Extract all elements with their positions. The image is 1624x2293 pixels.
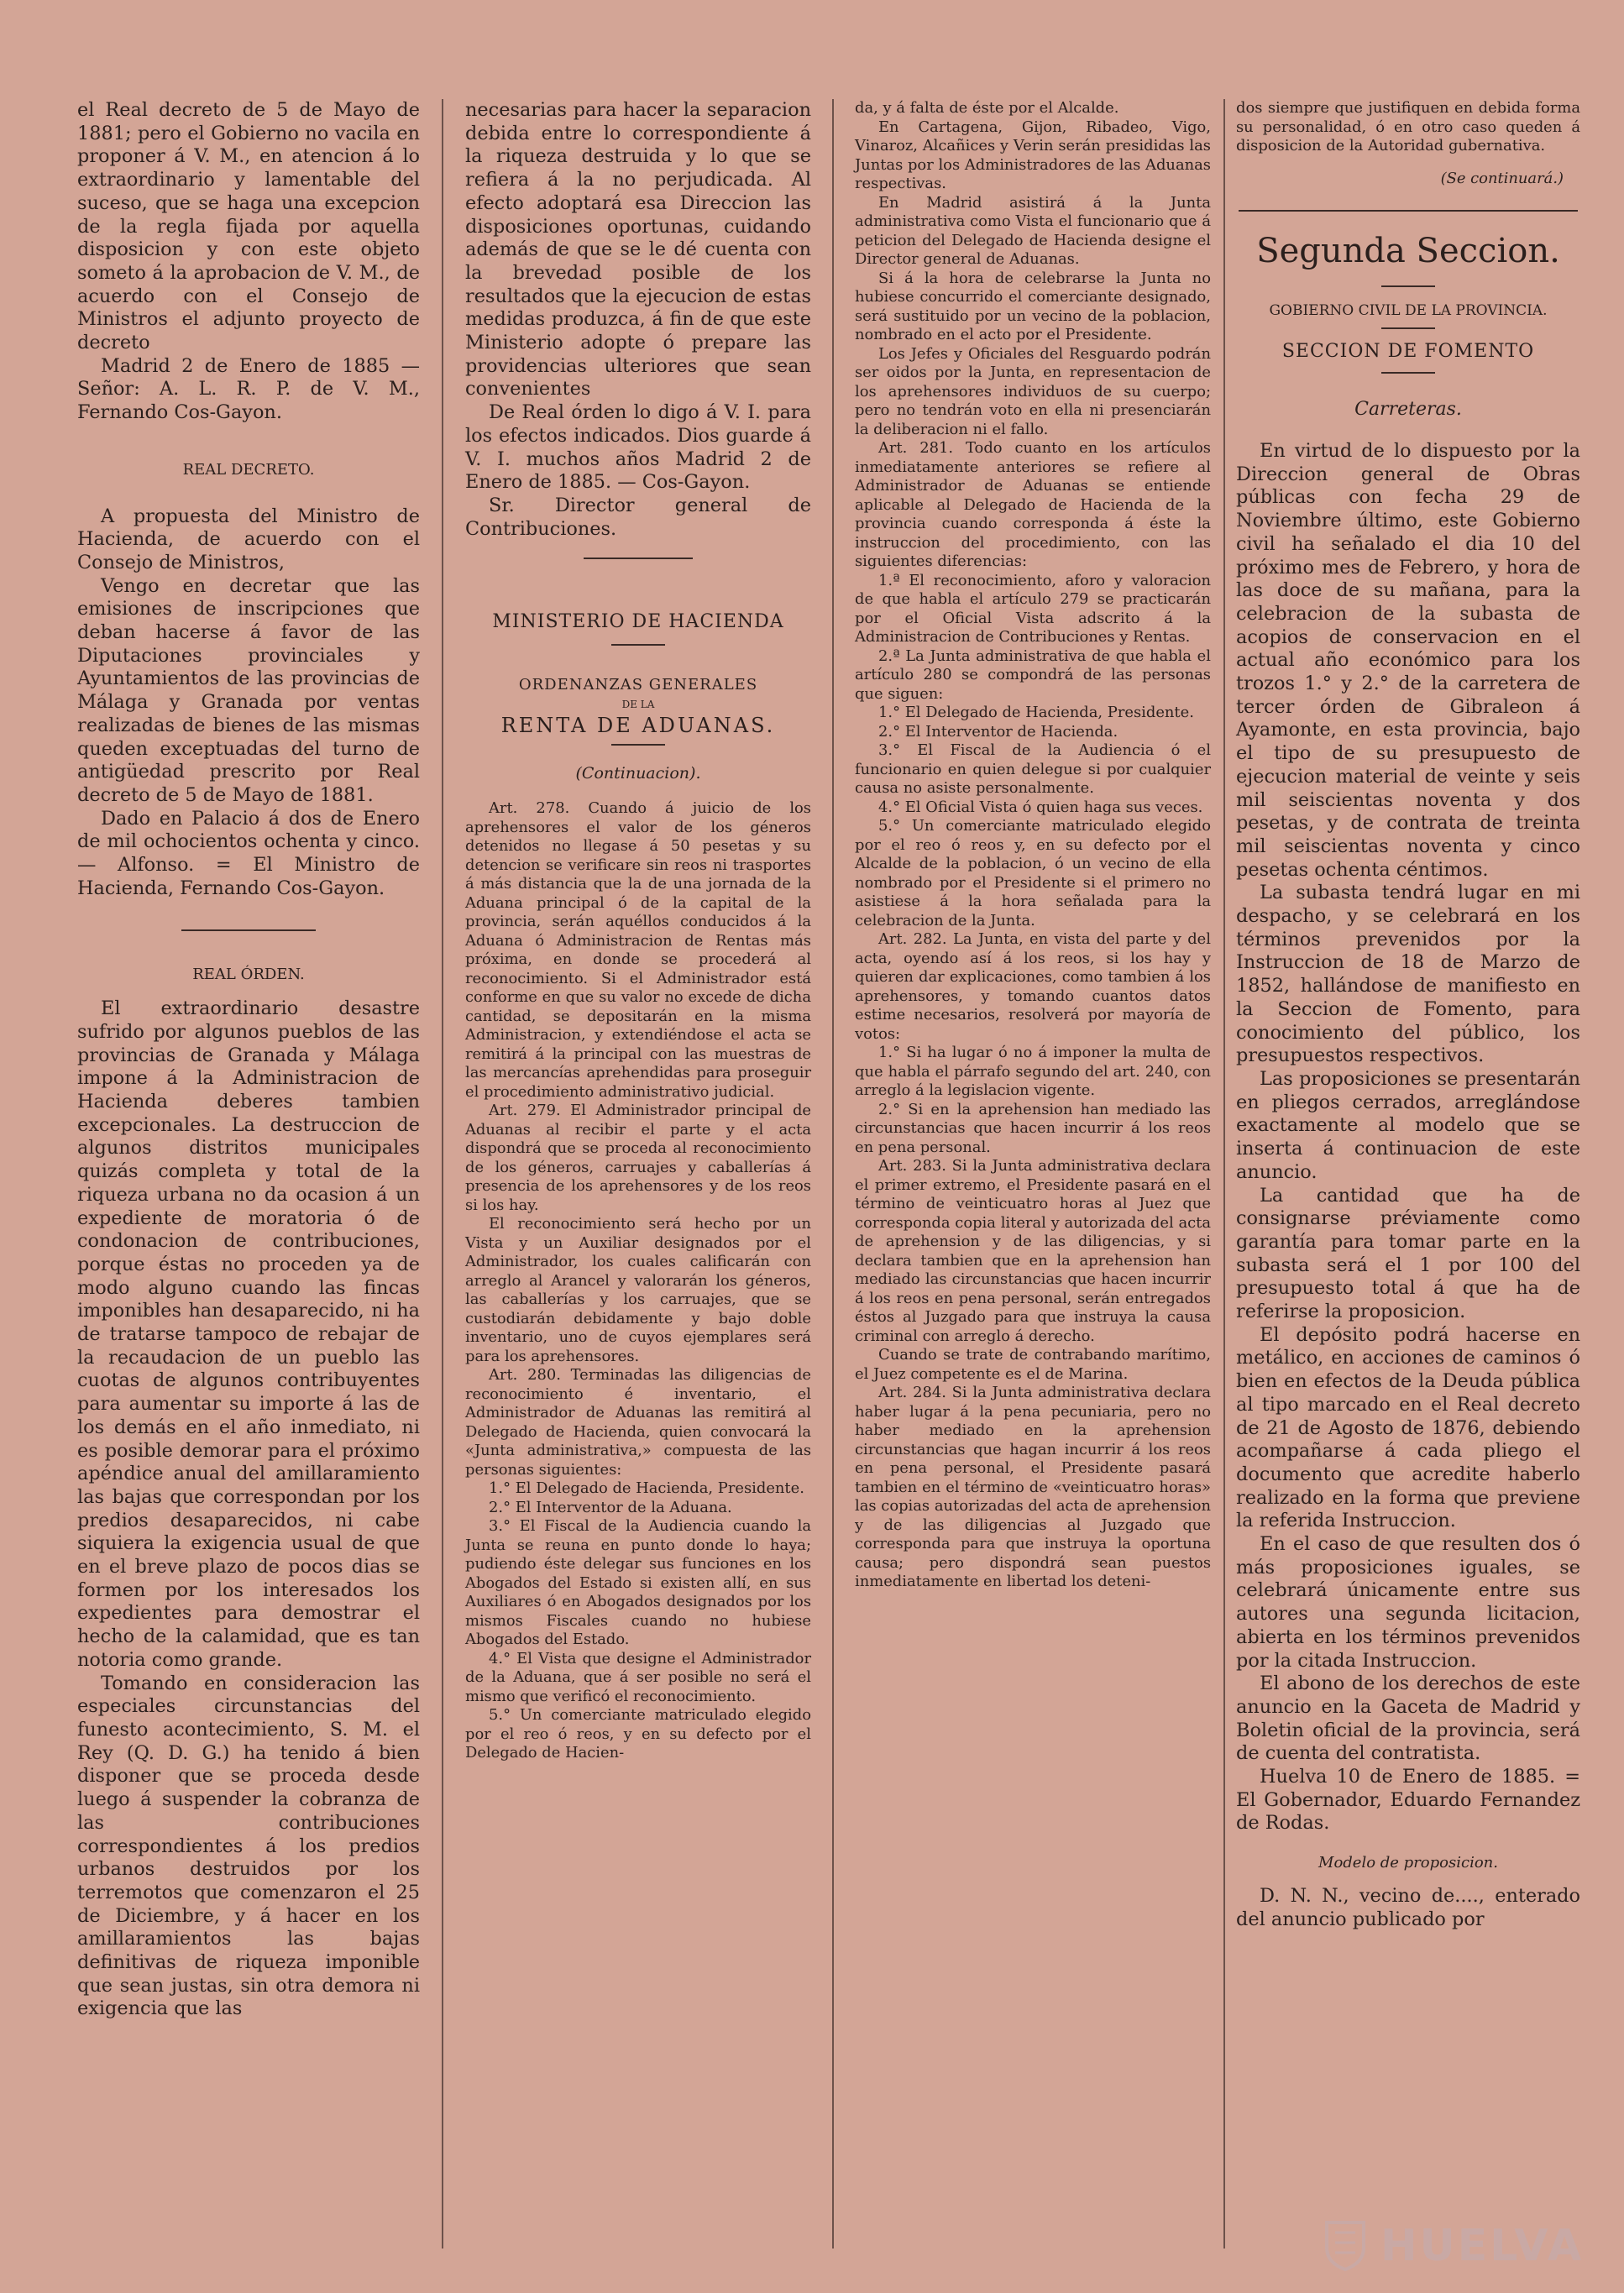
article-281: Art. 281. Todo cuanto en los artículos inmediatamente anteriores se refiere al Administrador de Aduanas se entiende aplicable al Delegado de Hacienda de la provincia cuando corresponda á éste la instruccion del procedimiento, con las siguientes diferencias:: [855, 439, 1211, 570]
article-282-1: 1.° Si ha lugar ó no á imponer la multa de que habla el párrafo segundo del art. 240, con arreglo á la legislacion vigente.: [855, 1044, 1211, 1099]
paragraph-jefes: Los Jefes y Oficiales del Resguardo podrán ser oidos por la Junta, en representacion de los aprehensores individuos de su cuerpo; pero no tendrán voto en ella ni presenciarán la deliberacion ni el fallo.: [855, 344, 1211, 438]
column-rule-3: [1223, 99, 1225, 2249]
fomento-paragraph-8: Huelva 10 de Enero de 1885. = El Gobernador, Eduardo Fernandez de Rodas.: [1236, 1766, 1580, 1835]
column-4: [1236, 99, 1580, 1932]
fomento-paragraph-4: La cantidad que ha de consignarse préviamente como garantía para tomar parte en la subasta será el 1 por 100 del presupuesto total á que ha de referirse la proposicion.: [1236, 1184, 1580, 1323]
column-2: [465, 99, 811, 1763]
paragraph-maritimo: Cuando se trate de contrabando marítimo, el Juez competente es el de Marina.: [855, 1346, 1211, 1383]
crest-icon: [1322, 2216, 1369, 2271]
fomento-paragraph-6: En el caso de que resulten dos ó más proposiciones iguales, se celebrará únicamente entre sus autores una segunda licitacion, abierta en los términos prevenidos por la citada Instruccion.: [1236, 1533, 1580, 1672]
column-1: [77, 99, 420, 2021]
article-281-1: 1.ª El reconocimiento, aforo y valoracion de que habla el artículo 279 se practicarán por el Oficial Vista adscrito á la Administracion de Contribuciones y Rentas.: [855, 571, 1211, 646]
article-281-item: 4.° El Oficial Vista ó quien haga sus veces.: [878, 798, 1203, 816]
se-continuara: (Se continuará.): [1440, 169, 1564, 187]
article-282: Art. 282. La Junta, en vista del parte y del acta, oyendo así á los reos, si los hay y quieren dar explicaciones, como tambien á los aprehensores, y tomando cuantos datos estime necesarios, resolverá por mayoría de votos:: [855, 930, 1211, 1043]
fomento-paragraph-9: D. N. N., vecino de...., enterado del anuncio publicado por: [1236, 1885, 1580, 1930]
fomento-paragraph-2: La subasta tendrá lugar en mi despacho, y se celebrará en los términos prevenidos por la Instruccion de 18 de Marzo de 1852, hallándose de manifiesto en la Seccion de Fomento, para conocimiento del público, los presupuestos respectivos.: [1236, 882, 1580, 1067]
paragraph-madrid: En Madrid asistirá á la Junta administrativa como Vista el funcionario que á peticion del Delegado de Hacienda designe el Director general de Aduanas.: [855, 193, 1211, 268]
fomento-paragraph-3: Las proposiciones se presentarán en pliegos cerrados, arreglándose exactamente al modelo que se inserta á continuacion de este anuncio.: [1236, 1067, 1580, 1183]
column-3: [855, 99, 1211, 1592]
paragraph-hora: Si á la hora de celebrarse la Junta no hubiese concurrido el comerciante designado, será sustituido por un vecino de la poblacion, nombrado en el acto por el Presidente.: [855, 269, 1211, 343]
article-283: Art. 283. Si la Junta administrativa declara el primer extremo, el Presidente pasará en el término de veinticuatro horas al Juez que corresponda copia literal y autorizada del acta de aprehension y de las diligencias, y si declara tambien que en la aprehension han mediado las circunstancias que hacen incurrir á los reos en pena personal, serán entregados éstos al Juzgado para que instruya la causa criminal con arreglo á derecho.: [855, 1157, 1211, 1345]
date-line: Madrid 2 de Enero de 1885 — Señor: A. L. R. P. de V. M., Fernando Cos-Gayon.: [77, 354, 420, 424]
article-280-item: 1.° El Delegado de Hacienda, Presidente.: [489, 1479, 804, 1498]
article-281-item: 1.° El Delegado de Hacienda, Presidente.: [878, 704, 1194, 721]
fomento-paragraph-7: El abono de los derechos de este anuncio en la Gaceta de Madrid y Boletin oficial de la provincia, será de cuenta del contratista.: [1236, 1673, 1580, 1765]
article-280-item: 3.° El Fiscal de la Audiencia cuando la Junta se reuna en punto donde lo haya; pudiendo éste delegar sus funciones en los Abogados del Estado si existen allí, en sus Auxiliares ó en Abogados designados por los mismos Fiscales cuando no hubiese Abogados del Estado.: [465, 1517, 811, 1649]
fomento-heading: SECCION DE FOMENTO: [1281, 341, 1535, 362]
article-284: Art. 284. Si la Junta administrativa declara haber lugar á la pena pecuniaria, pero no haber mediado en la aprehension circunstancias que hagan incurrir á los reos en pena personal, el Presidente pasará tambien en el término de «veinticuatro horas» las copias autorizadas del acta de aprehension y de las diligencias al Juzgado que corresponda para que instruya la oportuna causa; pero dispondrá sean puestos inmediatamente en libertad los deteni-: [855, 1384, 1211, 1590]
intro-paragraph: el Real decreto de 5 de Mayo de 1881; pero el Gobierno no vacila en proponer á V. M., en atencion á lo extraordinario y lamentable del suceso, que se haga una excepcion de la regla fijada por aquella disposicion y con este objeto someto á la aprobacion de V. M., de acuerdo con el Consejo de Ministros el adjunto proyecto de decreto: [77, 99, 420, 354]
ordenanzas-line-1: ORDENANZAS GENERALES: [518, 676, 758, 694]
column-rule-2: [832, 99, 834, 2249]
ordenanzas-line-2: DE LA: [621, 699, 655, 711]
article-279-b: El reconocimiento será hecho por un Vista y un Auxiliar designados por el Administrador, los cuales calificarán con arreglo al Arancel y valorarán los géneros, las caballerías y los carruajes, que se custodiarán debidamente y bajo doble inventario, uno de cuyos ejemplares será para los aprehensores.: [465, 1215, 811, 1365]
archive-watermark: [1322, 2216, 1590, 2275]
article-282-2: 2.° Si en la aprehension han mediado las circunstancias que hacen incurrir á los reos en pena personal.: [855, 1100, 1211, 1156]
article-280: Art. 280. Terminadas las diligencias de reconocimiento é inventario, el Administrador de Aduanas las remitirá al Delegado de Hacienda, quien convocará la «Junta administrativa,» compuesta de las personas siguientes:: [465, 1366, 811, 1479]
modelo-heading: Modelo de proposicion.: [1318, 1854, 1498, 1872]
orden-continuation: necesarias para hacer la separacion debida entre lo correspondiente á la riqueza destruida y lo que se refiera á la no perjudicada. Al efecto adoptará esa Direccion las disposiciones oportunas, cuidando además de que se le dé cuenta con la brevedad posible de los resultados que la ejecucion de estas medidas produzca, á fin de que este Ministerio adopte ó prepare las providencias ulteriores que sean convenientes: [465, 99, 811, 400]
article-281-2: 2.ª La Junta administrativa de que habla el artículo 280 se compondrá de las personas que siguen:: [855, 647, 1211, 703]
orden-paragraph-1: El extraordinario desastre sufrido por algunos pueblos de las provincias de Granada y Málaga impone á la Administracion de Hacienda deberes tambien excepcionales. La destruccion de algunos distritos municipales quizás completa y total de la riqueza urbana no da ocasion á un expediente de moratoria ó de condonacion de contribuciones, porque éstas no proceden ya de modo alguno cuando las fincas imponibles han desaparecido, ni ha de tratarse tampoco de rebajar de la recaudacion de un pueblo las cuotas de algunos contribuyentes para aumentar su importe á las de los demás en el año inmediato, ni es posible demorar para el próximo apéndice anual del amillaramiento las bajas que correspondan por los predios desaparecidos, ni cabe siquiera la exigencia usual de que en el breve plazo de pocos dias se formen por los interesados los expedientes para demostrar el hecho de la calamidad, que es tan notoria como grande.: [77, 997, 420, 1671]
fomento-paragraph-1: En virtud de lo dispuesto por la Direccion general de Obras públicas con fecha 29 de Noviembre último, este Gobierno civil ha señalado el dia 10 del próximo mes de Febrero, y hora de las doce de su mañana, para la celebracion de la subasta de acopios de conservacion en el actual año económico para los trozos 1.° y 2.° de la carretera de tercer órden de Gibraleon á Ayamonte, en esta provincia, bajo el tipo de su presupuesto de ejecucion material de veinte y seis mil seiscientas noventa y dos pesetas, y de contrata de treinta mil seiscientas noventa y cinco pesetas ochenta céntimos.: [1236, 440, 1580, 881]
article-281-item: 3.° El Fiscal de la Audiencia ó el funcionario en quien delegue si por cualquier causa no asiste personalmente.: [855, 741, 1211, 797]
segunda-seccion-title: Segunda Seccion.: [1256, 232, 1560, 270]
orden-paragraph-2: Tomando en consideracion las especiales circunstancias del funesto acontecimiento, S. M. el Rey (Q. D. G.) ha tenido á bien disponer que se proceda desde luego á suspender la cobranza de las contribuciones correspondientes á los predios urbanos destruidos por los terremotos que comenzaron el 25 de Diciembre, y á hacer en los amillaramientos las bajas definitivas de riqueza imponible que sean justas, sin otra demora ni exigencia que las: [77, 1672, 420, 2020]
gobierno-civil-heading: GOBIERNO CIVIL DE LA PROVINCIA.: [1269, 302, 1548, 319]
orden-closing: De Real órden lo digo á V. I. para los efectos indicados. Dios guarde á V. I. muchos años Madrid 2 de Enero de 1885. — Cos-Gayon.: [465, 401, 811, 494]
decreto-paragraph-1: A propuesta del Ministro de Hacienda, de acuerdo con el Consejo de Ministros,: [77, 505, 420, 573]
fomento-paragraph-5: El depósito podrá hacerse en metálico, en acciones de caminos ó bien en efectos de la Deuda pública al tipo marcado en el Real decreto de 21 de Agosto de 1876, debiendo acompañarse á cada pliego el documento que acredite haberlo realizado en la forma que previene la referida Instruccion.: [1236, 1323, 1580, 1532]
continuacion-label: (Continuacion).: [575, 764, 701, 783]
watermark-text: HUELVA: [1380, 2221, 1585, 2271]
paragraph-cartagena: En Cartagena, Gijon, Ribadeo, Vigo, Vinaroz, Alcañices y Verin serán presididas las Juntas por los Administradores de las Aduanas respectivas.: [855, 118, 1211, 192]
ordenanzas-line-3: RENTA DE ADUANAS.: [500, 714, 776, 738]
continuation-line: dos siempre que justifiquen en debida forma su personalidad, ó en otro caso queden á disposicion de la Autoridad gubernativa.: [1236, 99, 1580, 154]
article-281-item: 5.° Un comerciante matriculado elegido por el reo ó reos y, en su defecto por el Alcalde de la poblacion, ó un vecino de ella nombrado por el Presidente si el primero no asistiese á la hora señalada para la celebracion de la Junta.: [855, 817, 1211, 929]
article-278: Art. 278. Cuando á juicio de los aprehensores el valor de los géneros detenidos no llegase á 50 pesetas y su detencion se verificare sin reos ni trasportes á más distancia que la de una jornada de la Aduana principal ó de la capital de la provincia, serán aquéllos conducidos á la Aduana ó Administracion de Rentas más próxima, en donde se procederá al reconocimiento. Si el Administrador está conforme en que su valor no excede de dicha cantidad, se depositarán en la misma Administracion, y extendiéndose el acta se remitirá á la principal con las muestras de las mercancías aprehendidas para proseguir el procedimiento administrativo judicial.: [465, 799, 811, 1101]
article-280-item: 4.° El Vista que designe el Administrador de la Aduana, que á ser posible no será el mismo que verificó el reconocimiento.: [465, 1649, 811, 1705]
article-280-item: 2.° El Interventor de la Aduana.: [489, 1498, 732, 1516]
continuation-line: da, y á falta de éste por el Alcalde.: [855, 99, 1119, 117]
article-280-item: 5.° Un comerciante matriculado elegido por el reo ó reos, y en su defecto por el Delegado de Hacien-: [465, 1706, 811, 1762]
decreto-paragraph-2: Vengo en decretar que las emisiones de inscripciones que deban hacerse á favor de las Diputaciones provinciales y Ayuntamientos de las provincias de Málaga y Granada por ventas realizadas de bienes de las mismas queden exceptuadas del turno de antigüedad prescrito por Real decreto de 5 de Mayo de 1881.: [77, 574, 420, 806]
article-279: Art. 279. El Administrador principal de Aduanas al recibir el parte y el acta dispondrá que se proceda al reconocimiento de los géneros, carruajes y caballerías á presencia de los aprehensores y de los reos si los hay.: [465, 1102, 811, 1214]
real-decreto-heading: REAL DECRETO.: [182, 460, 315, 479]
article-281-item: 2.° El Interventor de Hacienda.: [878, 722, 1118, 741]
orden-addressee: Sr. Director general de Contribuciones.: [465, 494, 811, 540]
ministry-heading: MINISTERIO DE HACIENDA: [492, 611, 784, 633]
decreto-paragraph-3: Dado en Palacio á dos de Enero de mil ochocientos ochenta y cinco. — Alfonso. = El Ministro de Hacienda, Fernando Cos-Gayon.: [77, 807, 420, 899]
carreteras-heading: Carreteras.: [1354, 399, 1462, 420]
column-rule-1: [442, 99, 443, 2249]
real-orden-heading: REAL ÓRDEN.: [192, 965, 305, 983]
